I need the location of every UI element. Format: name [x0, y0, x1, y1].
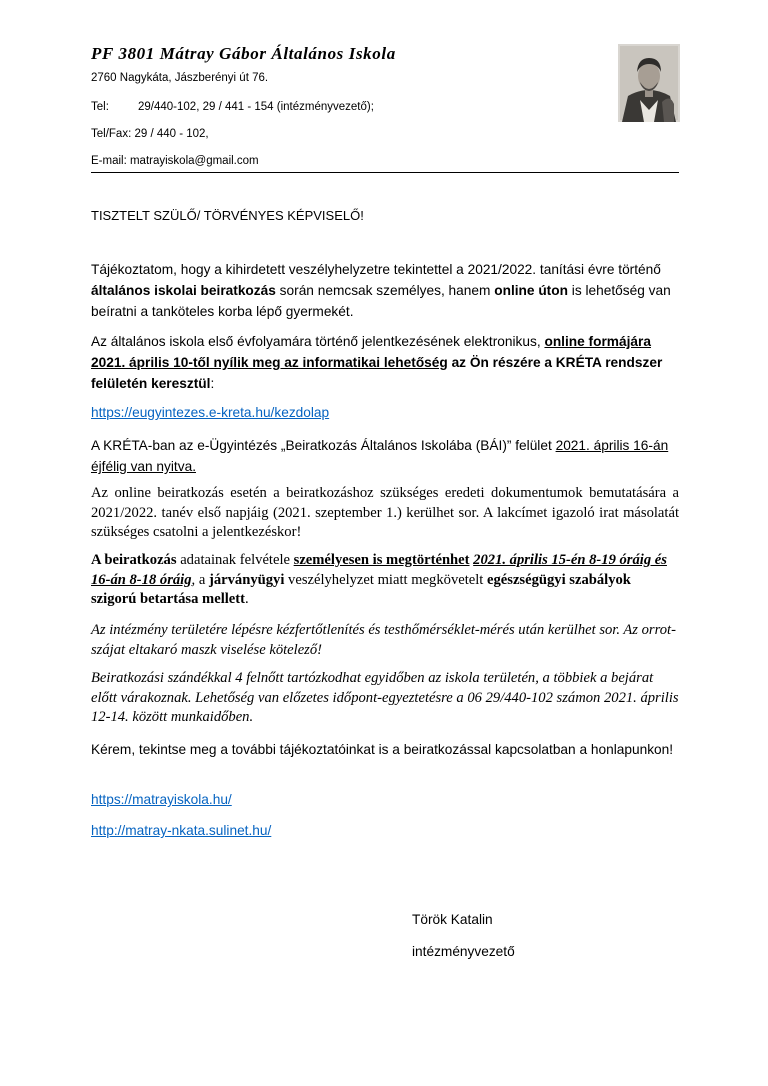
signature-name: Török Katalin	[412, 912, 493, 927]
text-span: is lehetőség van beíratni a tanköteles korba lépő gyermekét.	[91, 283, 671, 319]
signature-title: intézményvezető	[412, 944, 515, 959]
paragraph-personal-enrollment	[91, 551, 679, 610]
paragraph-attendance-limit: Beiratkozási szándékkal 4 felnőtt tartózkodhat egyidőben az iskola területén, a többiek a bejárat előtt várakoznak. Lehetőség van előzetes időpont-egyeztetésre a 06 29/440-102 számon 2021. április 12-14. között munkaidőben.	[91, 670, 679, 725]
link-eugyintezes[interactable]: https://eugyintezes.e-kreta.hu/kezdolap	[91, 405, 330, 420]
salutation: TISZTELT SZÜLŐ/ TÖRVÉNYES KÉPVISELŐ!	[91, 208, 364, 223]
bold-span: az Ön részére a KRÉTA rendszer felületén keresztül	[91, 355, 663, 391]
bold-span: egészségügyi szabályok szigorú betartása mellett	[91, 571, 631, 607]
school-email: E-mail: matrayiskola@gmail.com	[91, 155, 259, 167]
link-sulinet[interactable]: http://matray-nkata.sulinet.hu/	[91, 823, 272, 838]
link-matrayiskola-row	[91, 789, 679, 810]
text-span: veszélyhelyzet miatt megkövetelt	[284, 571, 488, 588]
text-span: Az általános iskola első évfolyamára történő jelentkezésének elektronikus,	[91, 334, 545, 349]
text-span: .	[245, 591, 249, 607]
text-span: adatainak felvétele	[176, 552, 294, 568]
school-address: 2760 Nagykáta, Jászberényi út 76.	[91, 72, 269, 84]
paragraph-documents: Az online beiratkozás esetén a beiratkozáshoz szükséges eredeti dokumentumok bemutatására a 2021/2022. tanév első napjáig (2021. szeptember 1.) kerülhet sor. A lakcímet igazoló irat másolatát szükséges csatolni a jelentkezéskor!	[91, 485, 679, 540]
bold-span: A beiratkozás	[91, 552, 177, 568]
paragraph-website: Kérem, tekintse meg a további tájékoztatóinkat is a beiratkozással kapcsolatban a honlapunkon!	[91, 742, 674, 757]
bold-italic-underline-span: 2021. április 15-én 8-19 óráig és 16-án 8-18 óráig	[91, 552, 667, 588]
phone-label: Tel:	[91, 101, 109, 113]
paragraph-hygiene: Az intézmény területére lépésre kézfertőtlenítés és testhőmérséklet-mérés után kerülhet sor. Az orrot-szájat eltakaró maszk viselése kötelező!	[91, 622, 676, 658]
text-span: során nemcsak személyes, hanem	[275, 283, 495, 298]
header-divider	[91, 172, 679, 173]
paragraph-online-enrollment	[91, 259, 679, 322]
bold-span: általános iskolai beiratkozás	[91, 283, 276, 298]
bold-span: online úton	[494, 283, 568, 298]
school-telfax: Tel/Fax: 29 / 440 - 102,	[91, 128, 209, 140]
underline-span: 2021. április 16-án éjfélig van nyitva.	[91, 438, 669, 474]
text-span: A KRÉTA-ban az e-Ügyintézés „Beiratkozás Általános Iskolába (BÁI)” felület	[91, 438, 556, 453]
text-span: :	[210, 376, 215, 391]
link-sulinet-row	[91, 820, 679, 841]
phone-value: 29/440-102, 29 / 441 - 154 (intézményvezető);	[138, 101, 374, 113]
portrait-image	[618, 44, 680, 122]
paragraph-kreta-info	[91, 331, 679, 394]
text-span: Tájékoztatom, hogy a kihirdetett veszélyhelyzetre tekintettel a 2021/2022. tanítási évre történő	[91, 262, 661, 277]
paragraph-bai-deadline	[91, 435, 679, 477]
link-matrayiskola[interactable]: https://matrayiskola.hu/	[91, 792, 232, 807]
school-phone	[91, 101, 611, 113]
bold-underline-span: online formájára 2021. április 10-től nyílik meg az informatikai lehetőség	[91, 334, 651, 370]
bold-underline-span: személyesen is megtörténhet	[293, 552, 470, 568]
school-name: PF 3801 Mátray Gábor Általános Iskola	[91, 44, 396, 63]
link-eugyintezes-row	[91, 402, 679, 423]
bold-span: járványügyi	[208, 571, 285, 588]
text-span: , a	[191, 571, 209, 588]
